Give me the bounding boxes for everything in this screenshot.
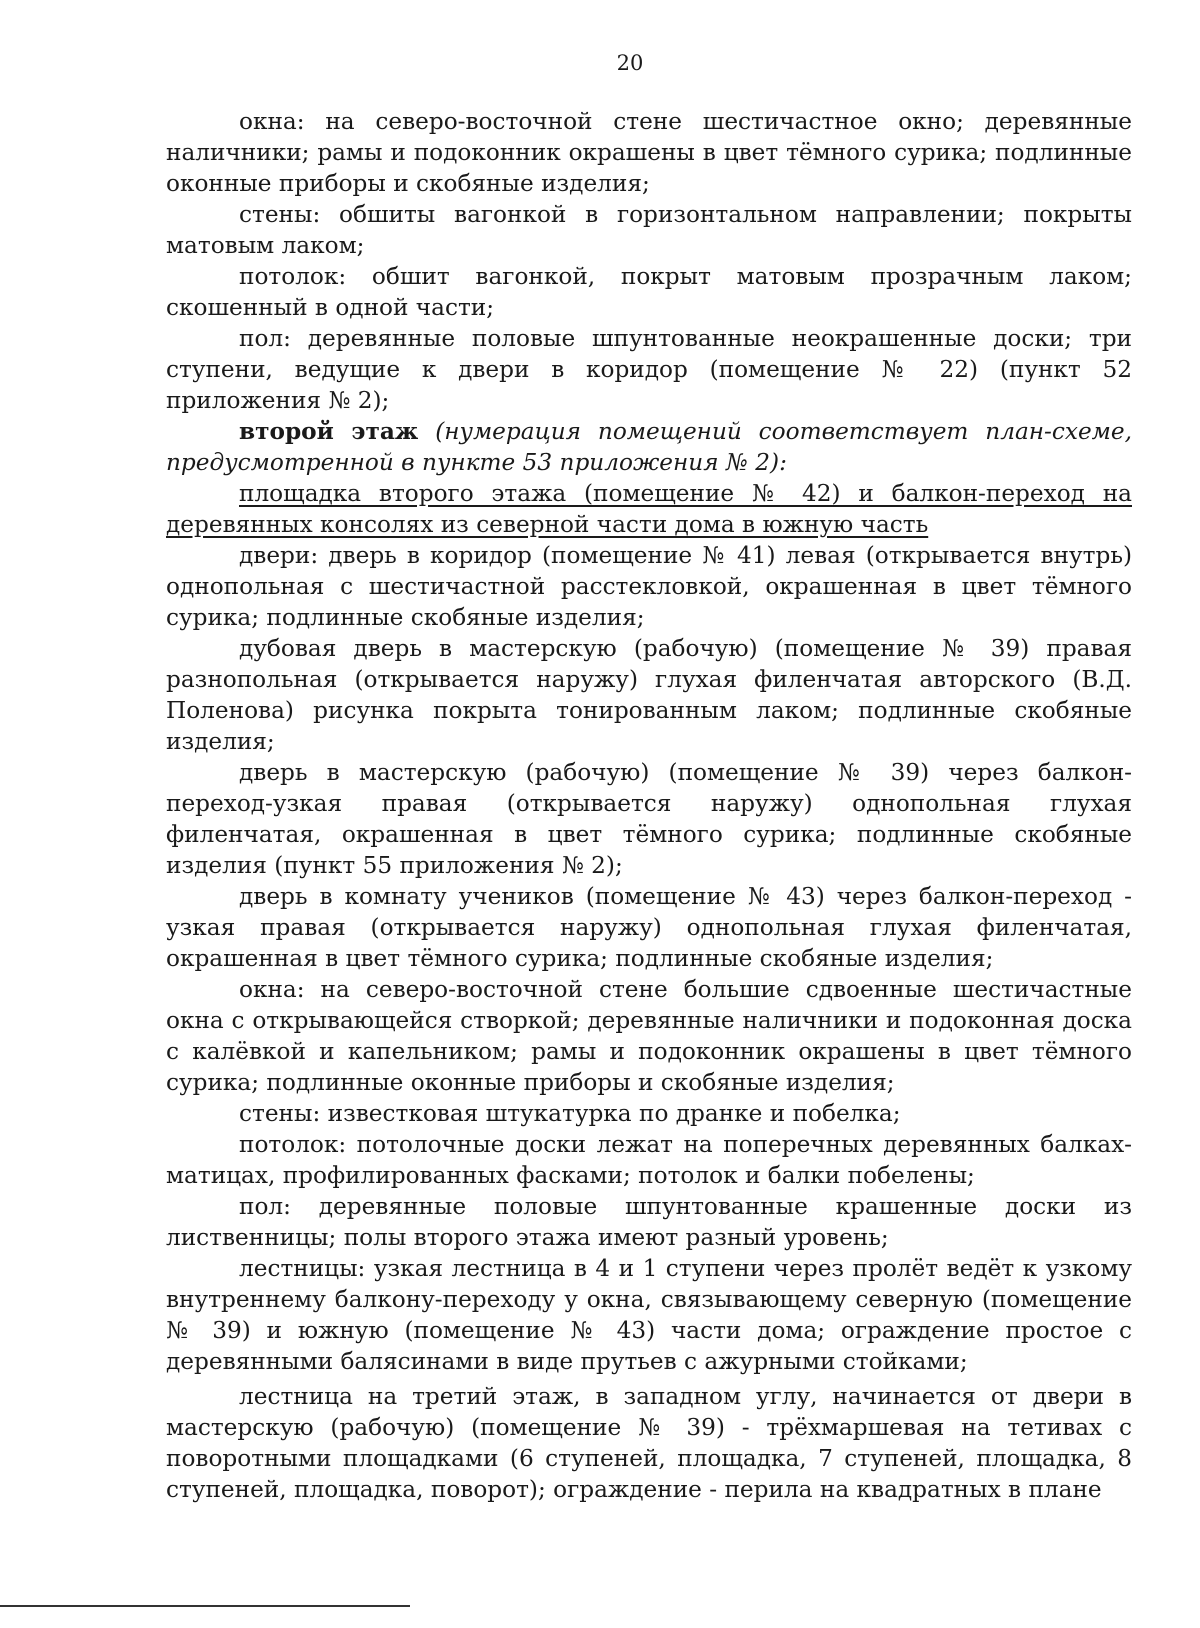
section-heading: площадка второго этажа (помещение № 42) и балкон-переход на деревянных консолях из северной части дома в южную часть [166, 480, 1132, 538]
paragraph-students-door: дверь в комнату учеников (помещение № 43) через балкон-переход - узкая правая (открывается наружу) однопольная глухая филенчатая, окрашенная в цвет тёмного сурика; подлинные скобяные изделия; [166, 883, 1132, 972]
paragraph-floor-second: пол: деревянные половые шпунтованные крашенные доски из лиственницы; полы второго этажа имеют разный уровень; [166, 1193, 1132, 1251]
document-body [166, 106, 1132, 1505]
paragraph-ceiling-second: потолок: потолочные доски лежат на поперечных деревянных балках-матицах, профилированных фасками; потолок и балки побелены; [166, 1131, 1132, 1189]
paragraph-windows-second: окна: на северо-восточной стене большие сдвоенные шестичастные окна с открывающейся створкой; деревянные наличники и подоконная доска с калёвкой и капельником; рамы и подоконник окрашены в цвет тёмного сурика; подлинные оконные приборы и скобяные изделия; [166, 976, 1132, 1096]
paragraph-workshop-door: дверь в мастерскую (рабочую) (помещение № 39) через балкон-переход-узкая правая (открывается наружу) однопольная глухая филенчатая, окрашенная в цвет тёмного сурика; подлинные скобяные изделия (пункт 55 приложения № 2); [166, 759, 1132, 879]
paragraph-doors: двери: дверь в коридор (помещение № 41) левая (открывается внутрь) однопольная с шестичастной расстекловкой, окрашенная в цвет тёмного сурика; подлинные скобяные изделия; [166, 542, 1132, 631]
paragraph-oak-door: дубовая дверь в мастерскую (рабочую) (помещение № 39) правая разнопольная (открывается наружу) глухая филенчатая авторского (В.Д. Поленова) рисунка покрыта тонированным лаком; подлинные скобяные изделия; [166, 635, 1132, 755]
page-number: 20 [616, 51, 644, 75]
footer-rule [0, 1605, 410, 1607]
floor-heading [166, 416, 1132, 478]
floor-heading-title: второй этаж [239, 418, 419, 445]
paragraph-windows: окна: на северо-восточной стене шестичастное окно; деревянные наличники; рамы и подоконник окрашены в цвет тёмного сурика; подлинные оконные приборы и скобяные изделия; [166, 108, 1132, 197]
paragraph-ceiling: потолок: обшит вагонкой, покрыт матовым прозрачным лаком; скошенный в одной части; [166, 263, 1132, 321]
paragraph-floor: пол: деревянные половые шпунтованные неокрашенные доски; три ступени, ведущие к двери в коридор (помещение № 22) (пункт 52 приложения № 2); [166, 325, 1132, 414]
paragraph-stairs-third-floor: лестница на третий этаж, в западном углу, начинается от двери в мастерскую (рабочую) (помещение № 39) - трёхмаршевая на тетивах с поворотными площадками (6 ступеней, площадка, 7 ступеней, площадка, 8 ступеней, площадка, поворот); ограждение - перила на квадратных в плане [166, 1383, 1132, 1503]
floor-heading-note: (нумерация помещений соответствует план-схеме, предусмотренной в пункте 53 приложения № 2): [166, 418, 1132, 476]
paragraph-walls-second: стены: известковая штукатурка по дранке и побелка; [239, 1100, 901, 1127]
paragraph-stairs: лестницы: узкая лестница в 4 и 1 ступени через пролёт ведёт к узкому внутреннему балкону-переходу у окна, связывающему северную (помещение № 39) и южную (помещение № 43) части дома; ограждение простое с деревянными балясинами в виде прутьев с ажурными стойками; [166, 1255, 1132, 1375]
paragraph-walls: стены: обшиты вагонкой в горизонтальном направлении; покрыты матовым лаком; [166, 201, 1132, 259]
